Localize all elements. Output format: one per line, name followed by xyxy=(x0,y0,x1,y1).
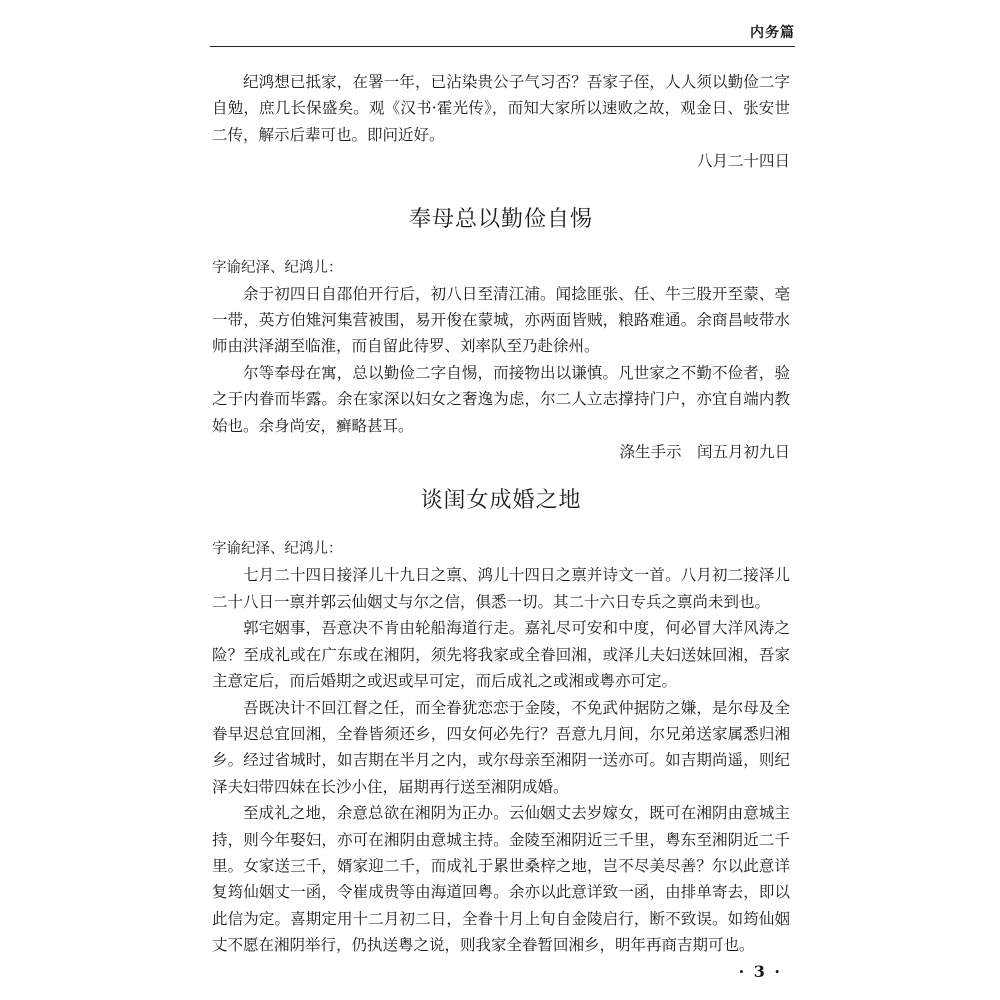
spacer xyxy=(212,235,790,255)
intro-paragraph: 纪鸿想已抵家，在署一年，已沾染贵公子气习否？吾家子侄，人人须以勤俭二字自勉，庶几长保盛矣。观《汉书·霍光传》，而知大家所以速败之故，观金日、张安世二传，解示后辈可也。即问近好。 xyxy=(212,73,790,144)
page-body xyxy=(212,69,790,959)
spacer xyxy=(212,465,790,486)
page-number: · 3 · xyxy=(738,962,782,981)
letter2-addressee: 字谕纪泽、纪鸿儿： xyxy=(212,541,343,558)
letter1-paragraph: 余于初四日自邵伯开行后，初八日至清江浦。闻捻匪张、任、牛三股开至蒙、亳一带，英方伯雉河集营被围，易开俊在蒙城，亦两面皆贼，粮路难通。余商昌岐带水师由洪泽湖至临淮，而自留此待罗、刘率队至乃赴徐州。 xyxy=(212,284,790,356)
letter2-paragraph: 七月二十四日接泽儿十九日之禀、鸿儿十四日之禀并诗文一首。八月初二接泽儿二十八日一禀并郭云仙姻丈与尔之信，俱悉一切。其二十六日专兵之禀尚未到也。 xyxy=(212,566,790,611)
letter1-paragraph: 尔等奉母在寓，总以勤俭二字自惕，而接物出以谦慎。凡世家之不勤不俭者，验之于内眷而毕露。余在家深以妇女之奢逸为虑，尔二人立志撑持门户，亦宜自端内教始也。余身尚安，癣略甚耳。 xyxy=(212,363,790,435)
letter2-paragraph: 郭宅姻事，吾意决不肯由轮船海道行走。嘉礼尽可安和中度，何必冒大洋风涛之险？至成礼或在广东或在湘阴，须先将我家或全眷回湘，或泽儿夫妇送妹回湘，吾家主意定后，而后婚期之或迟或早可定，而后成礼之或湘或粤亦可定。 xyxy=(212,619,790,691)
letter1-title: 奉母总以勤俭自惕 xyxy=(408,206,593,232)
letter2-title: 谈闺女成婚之地 xyxy=(420,488,582,514)
letter1-signature: 涤生手示 闰五月初九日 xyxy=(619,443,790,462)
letter1-addressee: 字谕纪泽、纪鸿儿： xyxy=(212,259,343,276)
intro-date: 八月二十四日 xyxy=(696,152,790,171)
spacer xyxy=(212,516,790,536)
running-head: 内务篇 xyxy=(750,25,795,41)
letter2-paragraph: 吾既决计不回江督之任，而全眷犹恋恋于金陵，不免武仲据防之嫌，是尔母及全眷早迟总宜回湘，全眷皆须还乡，四女何必先行？吾意九月间，尔兄弟送家属悉归湘乡。经过省城时，如吉期在半月之内，或尔母亲至湘阴一送亦可。如吉期尚遥，则纪泽夫妇带四妹在长沙小住，届期再行送至湘阴成婚。 xyxy=(212,698,790,796)
spacer xyxy=(212,175,790,205)
letter2-paragraph: 至成礼之地，余意总欲在湘阴为正办。云仙姻丈去岁嫁女，既可在湘阴由意城主持，则今年娶妇，亦可在湘阴由意城主持。金陵至湘阴近三千里，粤东至湘阴近二千里。女家送三千，婿家迎二千，而成礼于累世桑梓之地，岂不尽美尽善？尔以此意详复筠仙姻丈一函，令崔成贵等由海道回粤。余亦以此意详致一函，由排单寄去，即以此信为定。喜期定用十二月初二日，全眷十月上旬自金陵启行，断不致误。如筠仙姻丈不愿在湘阴举行，仍执送粤之说，则我家全眷暂回湘乡，明年再商吉期可也。 xyxy=(212,804,790,955)
header-rule xyxy=(210,46,795,47)
